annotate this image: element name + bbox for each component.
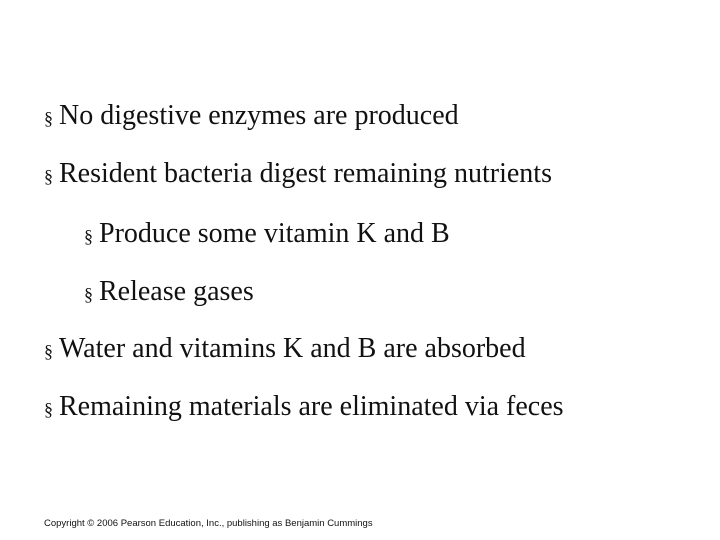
bullet-item [44, 102, 459, 130]
bullet-marker-icon: § [44, 341, 53, 361]
bullet-marker-icon: § [84, 226, 93, 246]
bullet-item [44, 160, 552, 188]
bullet-marker-icon: § [44, 108, 53, 128]
bullet-marker-icon: § [44, 166, 53, 186]
bullet-text: Produce some vitamin K and B [99, 218, 450, 249]
sub-bullet-item [84, 278, 254, 306]
sub-bullet-item [84, 220, 450, 248]
bullet-text: No digestive enzymes are produced [59, 100, 459, 131]
bullet-marker-icon: § [44, 399, 53, 419]
bullet-marker-icon: § [84, 284, 93, 304]
bullet-item [44, 393, 564, 421]
bullet-text: Remaining materials are eliminated via feces [59, 391, 564, 422]
bullet-item [44, 335, 526, 363]
bullet-text: Water and vitamins K and B are absorbed [59, 333, 526, 364]
bullet-text: Release gases [99, 276, 254, 307]
bullet-text: Resident bacteria digest remaining nutrients [59, 158, 552, 189]
copyright-footer: Copyright © 2006 Pearson Education, Inc., publishing as Benjamin Cummings [44, 518, 373, 529]
